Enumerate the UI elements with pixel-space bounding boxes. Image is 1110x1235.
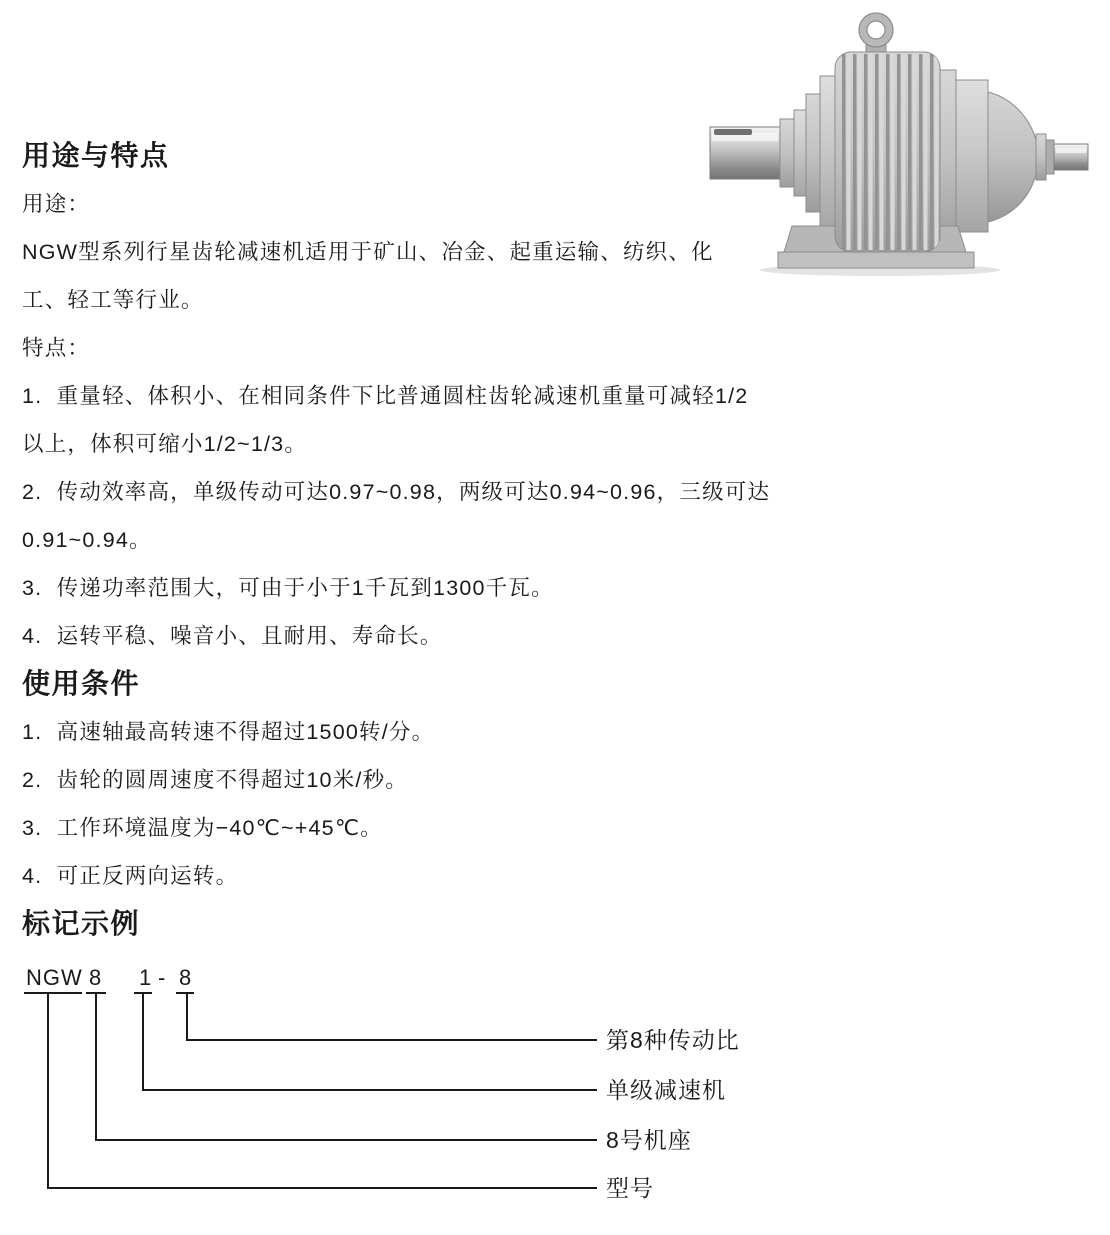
text-line: 3. 工作环境温度为−40℃~+45℃。 — [22, 816, 383, 840]
marking-code-frame: 8 — [89, 965, 103, 990]
marking-code-model: NGW — [26, 965, 83, 990]
finned-housing — [835, 52, 940, 252]
text-line: 1. 高速轴最高转速不得超过1500转/分。 — [22, 720, 435, 744]
text-line: 2. 传动效率高，单级传动可达0.97~0.98，两级可达0.94~0.96，三级可达 — [22, 480, 771, 504]
output-shaft — [940, 70, 1088, 246]
callout-lines — [48, 993, 597, 1188]
text-line: 4. 可正反两向运转。 — [22, 864, 239, 888]
marking-code-stages: 1 — [139, 965, 153, 990]
text-column — [22, 132, 771, 948]
marking-code-ratio: 8 — [179, 965, 193, 990]
marking-label-ratio: 第8种传动比 — [606, 1027, 740, 1053]
heading-uses-and-features: 用途与特点 — [22, 140, 170, 171]
text-line: 以上，体积可缩小1/2~1/3。 — [22, 432, 308, 456]
text-line: 3. 传递功率范围大，可由于小于1千瓦到1300千瓦。 — [22, 576, 554, 600]
marking-label-frame: 8号机座 — [606, 1127, 692, 1153]
text-line: NGW型系列行星齿轮减速机适用于矿山、冶金、起重运输、纺织、化 — [22, 240, 714, 264]
heading-marking-example: 标记示例 — [22, 908, 141, 939]
marking-code-dash: - — [158, 965, 167, 990]
text-line: 特点： — [22, 336, 91, 360]
text-line: 用途： — [22, 192, 91, 216]
gear-reducer-photo — [690, 0, 1110, 290]
input-shaft — [710, 76, 838, 230]
marking-label-stages: 单级减速机 — [606, 1077, 726, 1103]
text-line: 2. 齿轮的圆周速度不得超过10米/秒。 — [22, 768, 408, 792]
heading-usage-conditions: 使用条件 — [22, 668, 141, 699]
text-line: 1. 重量轻、体积小、在相同条件下比普通圆柱齿轮减速机重量可减轻1/2 — [22, 384, 749, 408]
lifting-eye — [859, 13, 893, 56]
text-line: 4. 运转平稳、噪音小、且耐用、寿命长。 — [22, 624, 443, 648]
text-line: 工、轻工等行业。 — [22, 288, 204, 312]
marking-diagram — [0, 948, 1110, 1235]
text-line: 0.91~0.94。 — [22, 528, 152, 552]
marking-label-model: 型号 — [606, 1175, 654, 1201]
